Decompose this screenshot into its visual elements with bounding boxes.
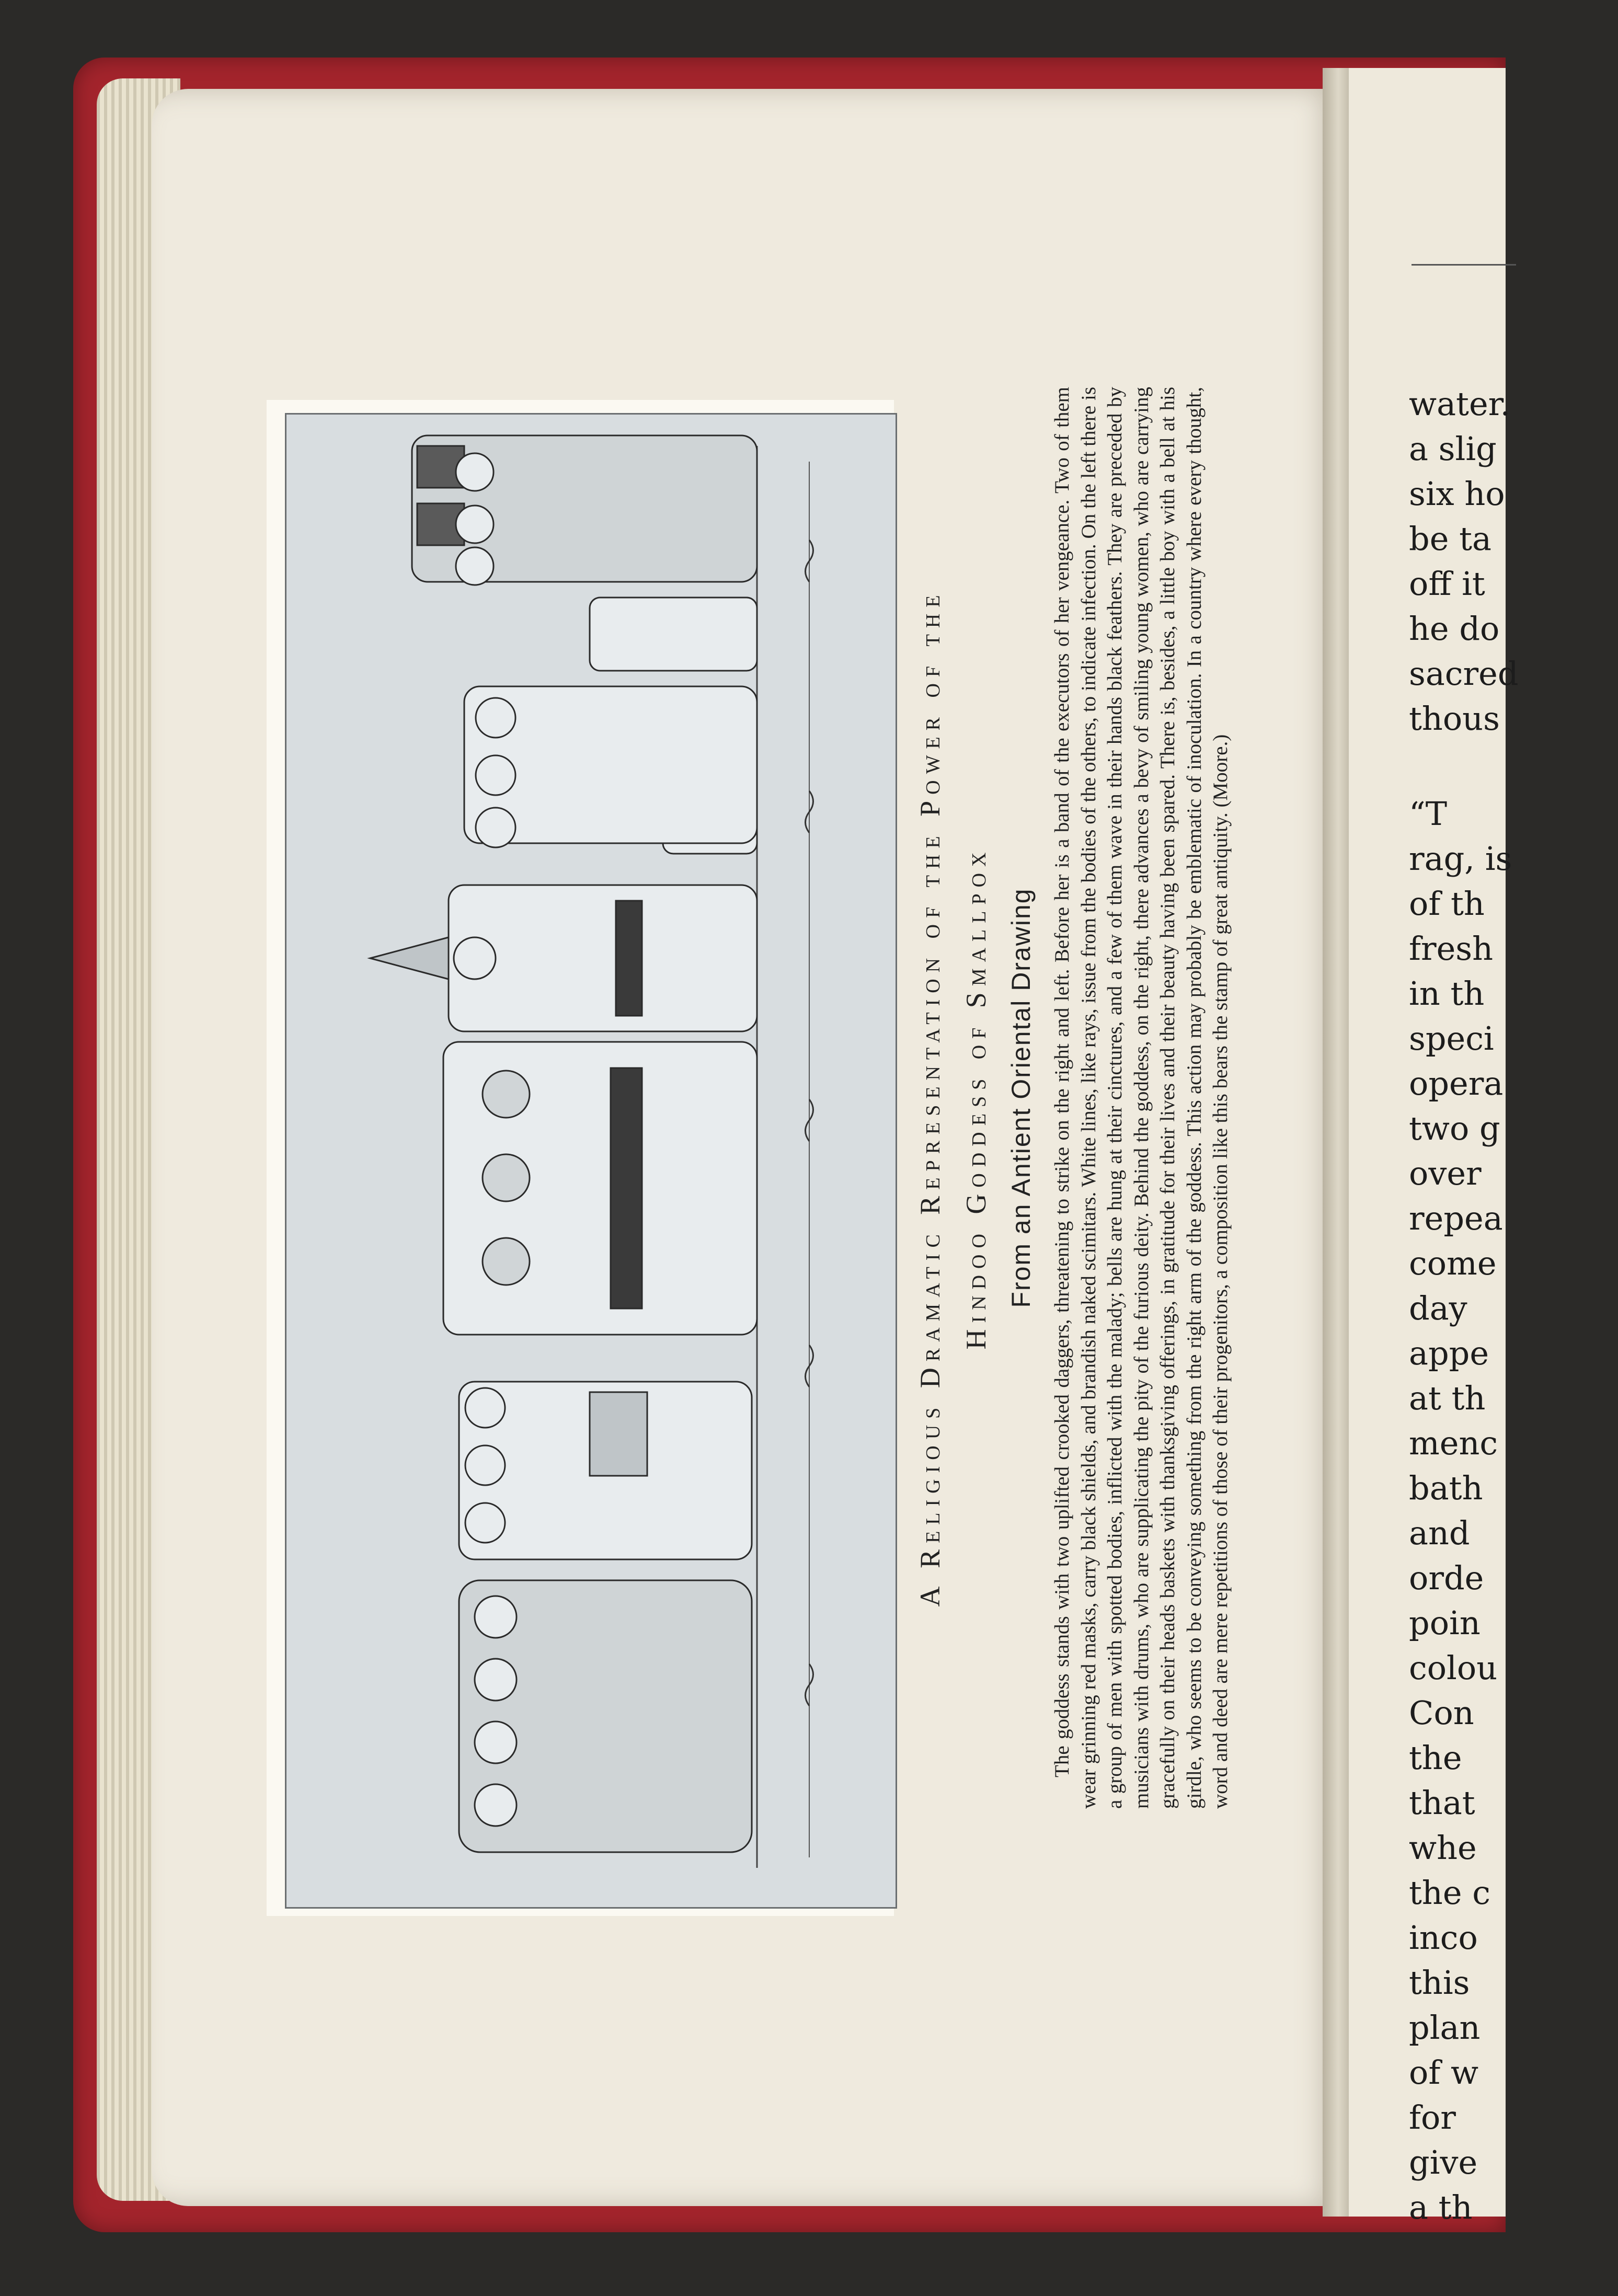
right-page-line: for [1409, 2098, 1456, 2137]
right-page-line: this [1409, 1964, 1470, 2002]
right-page-line: appe [1409, 1334, 1489, 1372]
right-page-line: off it [1409, 565, 1485, 603]
right-page-text [1409, 382, 1618, 2230]
right-page-line: in th [1409, 974, 1485, 1013]
illustration-drawing [286, 415, 896, 1907]
right-page-line: that [1409, 1784, 1475, 1822]
right-page [1349, 68, 1519, 2226]
right-page-line: of th [1409, 885, 1485, 923]
right-page-line: come [1409, 1244, 1497, 1282]
right-page-line: bath [1409, 1469, 1483, 1507]
right-page-line: thous [1409, 699, 1500, 738]
right-page-line: “T [1409, 795, 1448, 833]
right-page-line: whe [1409, 1829, 1477, 1867]
header-rule [1412, 264, 1516, 266]
right-page-line: rag, is [1409, 840, 1512, 878]
right-page-line: the c [1409, 1874, 1490, 1912]
right-page-line: six ho [1409, 475, 1505, 513]
right-page-line: a th [1409, 2188, 1473, 2226]
right-page-line: poin [1409, 1604, 1481, 1642]
right-page-line: at th [1409, 1379, 1486, 1417]
right-page-line: fresh [1409, 929, 1494, 968]
right-page-line: of w [1409, 2053, 1479, 2092]
right-page-line: water. [1409, 385, 1511, 423]
plate-caption [907, 387, 1263, 1809]
right-page-line: repea [1409, 1199, 1503, 1237]
right-page-line: orde [1409, 1559, 1484, 1597]
plate-description [1049, 387, 1234, 1809]
plate-title-line1: A Religious Dramatic Representation of the Power of the [914, 589, 946, 1607]
right-page-line: he do [1409, 610, 1500, 648]
right-page-line: the [1409, 1739, 1462, 1777]
right-page-line: and [1409, 1514, 1470, 1552]
right-page-line: a slig [1409, 430, 1497, 468]
paragraph-gap [1409, 741, 1618, 791]
right-page-line: be ta [1409, 520, 1491, 558]
right-page-line: inco [1409, 1919, 1478, 1957]
right-page-line: over [1409, 1154, 1482, 1192]
plate-subtitle: From an Antient Oriental Drawing [1006, 888, 1036, 1308]
right-page-line: day [1409, 1289, 1467, 1327]
smallpox-goddess-illustration [285, 413, 897, 1909]
right-page-line: give [1409, 2143, 1478, 2182]
plate-description-text: The goddess stands with two uplifted crooked daggers, threatening to strike on the right and left. Before her is a band of the executors of her vengeance. Two of them wear grinning red masks, carry black shields, and brandish naked scimitars. White lines, like rays, issue from the bodies of the others, to indicate infection. On the left there is a group of men with spotted bodies, inflicted with the malady; bells are hung at their cinctures, and a few of them wave in their hands black feathers. They are preceded by musicians with drums, who are supplicating the pity of the furious deity. Behind the goddess, on the right, there advances a bevy of smiling young women, who are carrying gracefully on their heads baskets with thanksgiving offerings, in gratitude for their lives and their beauty having been spared. There is, besides, a little boy with a bell at his girdle, who seems to be conveying something from the right arm of the goddess. This action may probably be emblematic of inoculation. In a country where every thought, word and deed are mere repetitions of those of their progenitors, a composition like this bears the stamp of great antiquity. (Moore.) [1051, 387, 1232, 1809]
right-page-line: menc [1409, 1424, 1498, 1462]
right-page-line: sacred [1409, 655, 1519, 693]
right-page-line: opera [1409, 1064, 1504, 1103]
right-page-line: Con [1409, 1694, 1474, 1732]
right-page-line: speci [1409, 1019, 1494, 1058]
right-page-line: two g [1409, 1109, 1500, 1147]
plate-title-line2: Hindoo Goddess of Smallpox [960, 846, 992, 1350]
right-page-line: colou [1409, 1649, 1498, 1687]
right-page-line: plan [1409, 2008, 1481, 2047]
